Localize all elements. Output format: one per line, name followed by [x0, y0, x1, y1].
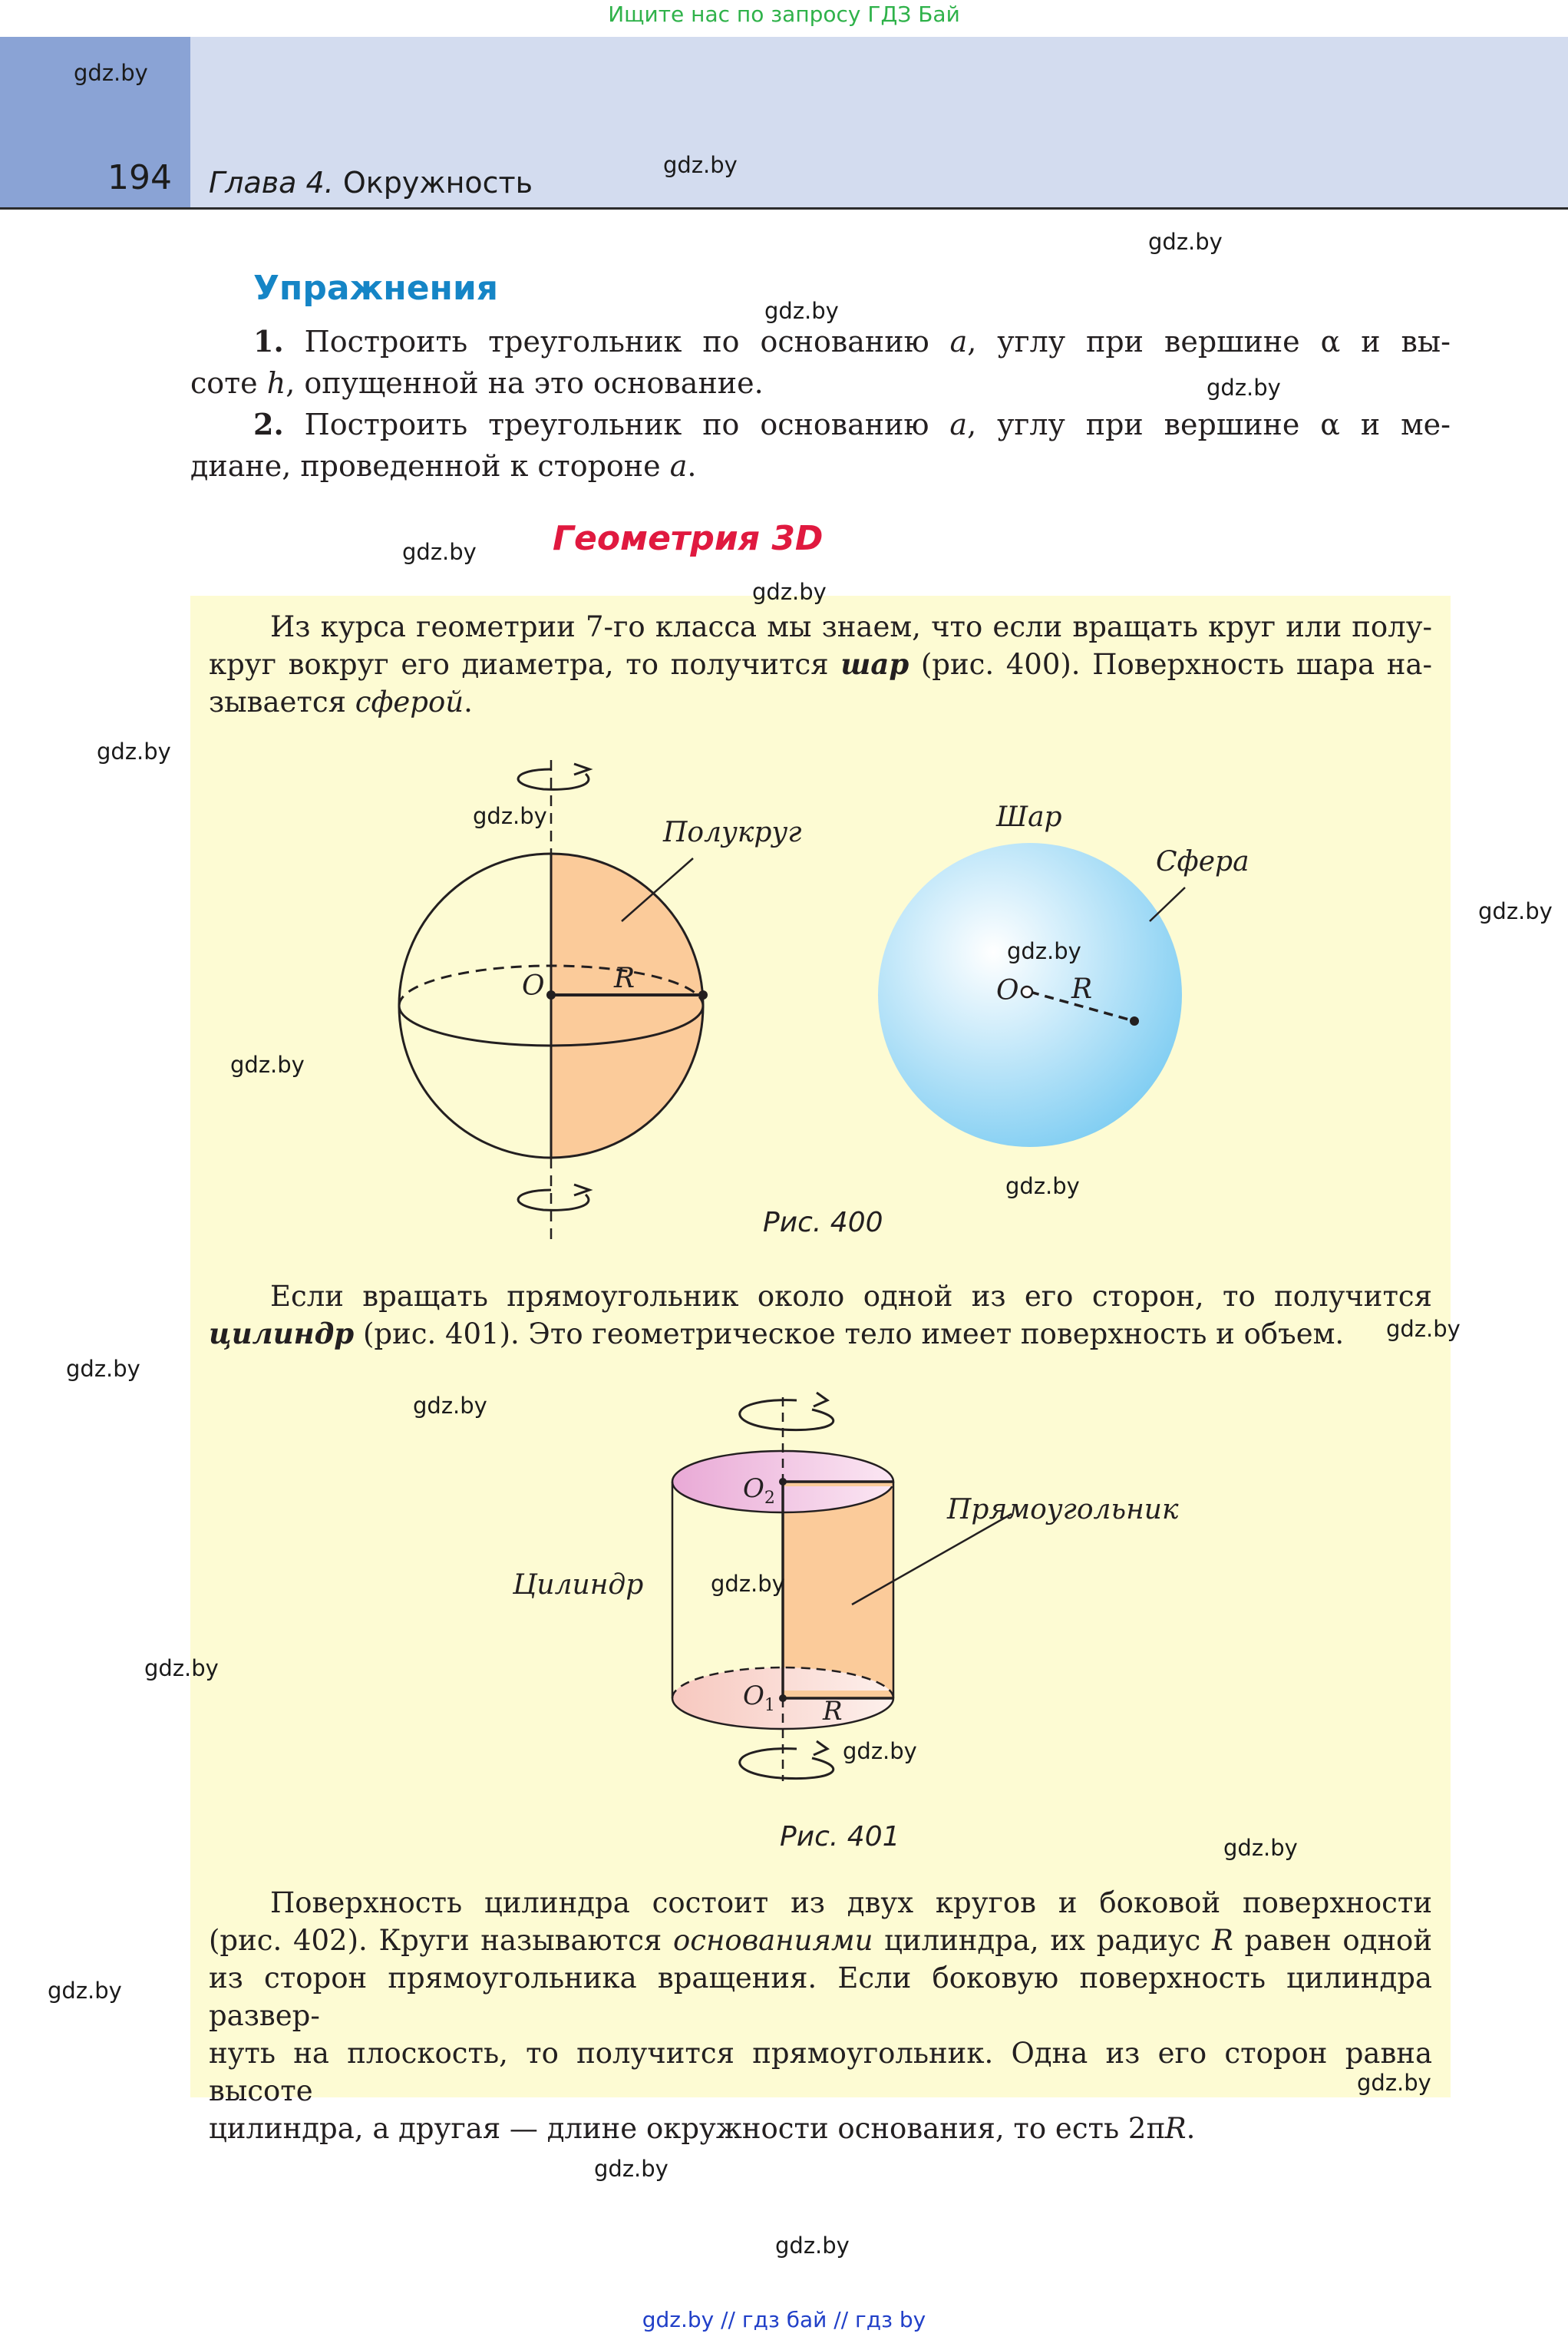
figure-401-caption: Рис. 401 — [780, 1821, 900, 1852]
ball-radius-endpoint — [1130, 1016, 1139, 1026]
paragraph-ball — [209, 608, 1432, 721]
label-R: R — [614, 963, 635, 994]
watermark: gdz.by — [1478, 898, 1553, 924]
term-bases: основаниями — [672, 1924, 873, 1957]
watermark: gdz.by — [402, 539, 477, 565]
watermark: gdz.by — [1148, 229, 1223, 255]
top-banner[interactable]: Ищите нас по запросу ГДЗ Бай — [608, 2, 960, 27]
center-O1 — [779, 1694, 787, 1702]
label-O-ball: O — [996, 975, 1019, 1006]
bottom-links[interactable]: gdz.by // гдз бай // гдз by — [642, 2307, 926, 2332]
header-rule — [0, 207, 1568, 210]
watermark: gdz.by — [752, 579, 827, 605]
paragraph-cylinder-line-1: Если вращать прямоугольник около одной из его сторон, то получится — [270, 1280, 1432, 1313]
exercise-2-line2-a: диане, проведенной к стороне — [190, 449, 670, 483]
watermark: gdz.by — [97, 739, 171, 765]
watermark: gdz.by — [594, 2156, 668, 2182]
var-a: a — [949, 408, 968, 441]
exercise-1-text: Построить треугольник по основанию — [304, 325, 950, 359]
term-sphere: сферой — [355, 686, 464, 719]
exercise-2-line-2 — [190, 445, 1451, 487]
watermark: gdz.by — [1207, 375, 1281, 401]
watermark: gdz.by — [48, 1978, 122, 2004]
watermark: gdz.by — [711, 1571, 785, 1597]
var-a: a — [949, 325, 968, 359]
label-O1-main: O — [743, 1681, 764, 1711]
exercise-2-line-1 — [190, 404, 1451, 445]
radius-endpoint — [698, 990, 708, 1000]
paragraph-3-line-3: из сторон прямоугольника вращения. Если боковую поверхность цилиндра развер- — [209, 1962, 1432, 2032]
paragraph-3-line-1: Поверхность цилиндра состоит из двух кругов и боковой поверхности — [270, 1886, 1432, 1919]
rotation-arrowhead-bottom — [814, 1741, 827, 1755]
text: зывается — [209, 686, 355, 719]
term-ball: шар — [840, 647, 909, 681]
watermark: gdz.by — [74, 60, 148, 86]
semicircle-sphere — [399, 760, 802, 1244]
paragraph-ball-line-2 — [209, 646, 1432, 683]
cylinder — [512, 1393, 1179, 1781]
exercise-1-line-1 — [190, 321, 1451, 362]
chapter-label: Глава 4. — [209, 166, 334, 200]
label-cylinder: Цилиндр — [513, 1569, 644, 1601]
label-O2-main: O — [743, 1473, 764, 1504]
term-cylinder: цилиндр — [209, 1317, 355, 1350]
watermark: gdz.by — [144, 1655, 219, 1681]
figure-400 — [190, 737, 1451, 1259]
chapter-title — [209, 166, 533, 200]
ball-center — [1022, 987, 1032, 997]
var-R: R — [1164, 2112, 1187, 2145]
watermark: gdz.by — [1386, 1316, 1461, 1342]
figure-400-caption: Рис. 400 — [763, 1207, 883, 1238]
label-R-ball: R — [1071, 973, 1093, 1005]
text: . — [1186, 2112, 1196, 2145]
text: . — [464, 686, 473, 719]
label-ball: Шар — [996, 801, 1062, 833]
label-semicircle: Полукруг — [663, 817, 802, 848]
watermark: gdz.by — [1223, 1835, 1298, 1861]
watermark: gdz.by — [473, 803, 547, 829]
figure-401 — [190, 1382, 1451, 1812]
exercise-2-line2-b: . — [687, 449, 697, 483]
paragraph-3-line-5 — [209, 2110, 1432, 2147]
paragraph-3-line-2 — [209, 1922, 1432, 1959]
watermark: gdz.by — [413, 1393, 487, 1419]
exercise-1-line2-a: соте — [190, 366, 267, 400]
page-number: 194 — [107, 158, 172, 197]
label-R: R — [823, 1696, 843, 1727]
paragraph-ball-line-3 — [209, 683, 1432, 721]
text: круг вокруг его диаметра, то получится — [209, 648, 841, 681]
text: равен одной — [1233, 1924, 1432, 1957]
text: (рис. 402). Круги называются — [209, 1924, 673, 1957]
paragraph-cylinder-line-2 — [209, 1315, 1432, 1353]
text: (рис. 400). Поверхность шара на- — [909, 648, 1432, 681]
geometry-3d-title: Геометрия 3D — [553, 519, 824, 558]
paragraph-3-line-4: нуть на плоскость, то получится прямоугольник. Одна из его сторон равна высоте — [209, 2037, 1432, 2107]
exercise-1-number: 1. — [253, 324, 284, 359]
label-rectangle: Прямоугольник — [947, 1494, 1179, 1525]
sphere-pointer — [1150, 887, 1185, 921]
semicircle-fill — [551, 854, 703, 1158]
paragraph-cylinder-surface — [209, 1884, 1432, 2147]
exercise-2-text: Построить треугольник по основанию — [304, 408, 950, 441]
label-O2-sub: 2 — [764, 1489, 775, 1508]
label-O: O — [522, 970, 545, 1002]
paragraph-ball-line-1: Из курса геометрии 7-го класса мы знаем, что если вращать круг или полу- — [270, 610, 1432, 643]
watermark: gdz.by — [1005, 1173, 1080, 1199]
exercise-2-number: 2. — [253, 407, 284, 441]
chapter-name: Окружность — [342, 166, 533, 200]
label-sphere: Сфера — [1156, 846, 1249, 878]
watermark: gdz.by — [1007, 938, 1081, 964]
watermark: gdz.by — [230, 1052, 305, 1078]
text: цилиндра, а другая — длине окружности основания, то есть 2π — [209, 2112, 1165, 2145]
watermark: gdz.by — [843, 1738, 917, 1764]
watermark: gdz.by — [764, 298, 839, 324]
var-a: a — [669, 449, 688, 483]
rotation-arrowhead-top — [814, 1393, 827, 1406]
center-O2 — [779, 1478, 787, 1486]
ball — [878, 801, 1249, 1147]
paragraph-cylinder — [209, 1277, 1432, 1353]
center-point — [546, 990, 556, 1000]
exercise-2 — [190, 404, 1451, 487]
watermark: gdz.by — [1357, 2070, 1431, 2096]
rotation-arrowhead-bottom — [574, 1185, 589, 1195]
watermark: gdz.by — [663, 152, 738, 178]
var-h: h — [266, 366, 286, 400]
rotation-arrowhead-top — [574, 764, 589, 775]
exercise-2-text-b: , углу при вершине α и ме- — [967, 408, 1451, 441]
text: цилиндра, их радиус — [873, 1924, 1212, 1957]
exercise-1-text-b: , углу при вершине α и вы- — [967, 325, 1451, 359]
label-O1-sub: 1 — [764, 1696, 775, 1715]
watermark: gdz.by — [775, 2233, 850, 2259]
var-R: R — [1211, 1924, 1233, 1957]
text: (рис. 401). Это геометрическое тело имеет поверхность и объем. — [354, 1317, 1345, 1350]
exercise-1-line2-b: , опущенной на это основание. — [286, 366, 764, 400]
watermark: gdz.by — [66, 1356, 140, 1382]
exercises-title: Упражнения — [253, 269, 499, 308]
